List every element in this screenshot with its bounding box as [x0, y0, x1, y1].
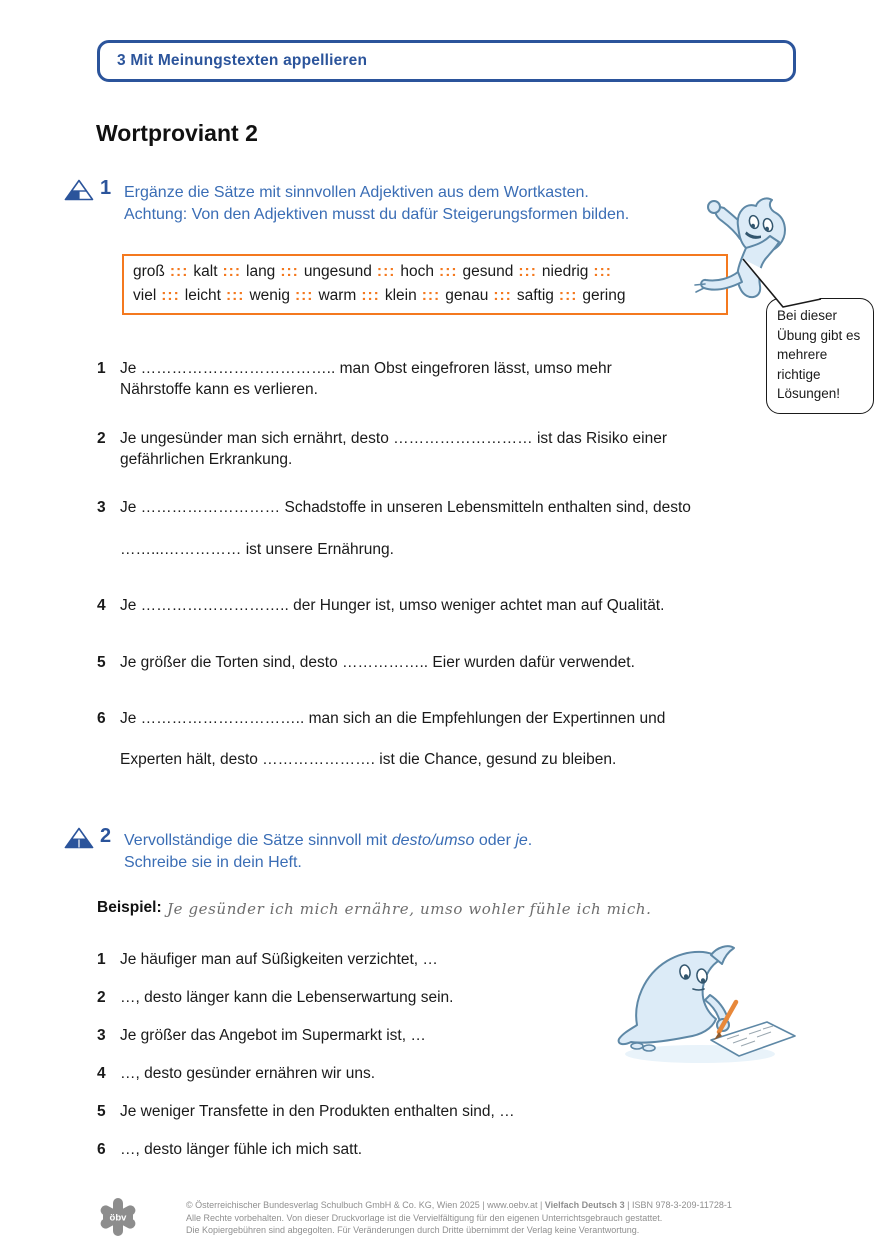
item-number: 4 [97, 597, 106, 614]
word: kalt [193, 263, 218, 280]
item-text: Experten hält, desto …………………. ist die Chance, gesund zu bleiben. [120, 751, 617, 768]
footer-imprint [186, 1199, 732, 1237]
ex1-item-3-line-2 [120, 541, 394, 559]
word: genau [445, 287, 489, 304]
ex2-item-5 [97, 1103, 515, 1121]
exercise-1-instruction [124, 182, 629, 226]
ex1-item-2-line-2 [120, 451, 292, 469]
word-separator: ::: [361, 287, 380, 304]
pyramid-level-icon [64, 827, 94, 849]
item-text: …, desto gesünder ernähren wir uns. [120, 1065, 376, 1082]
speech-bubble: Bei dieser Übung gibt es mehrere richtige Lösungen! [766, 298, 874, 414]
ex1-item-5 [97, 654, 635, 672]
item-text: Je häufiger man auf Süßigkeiten verzichtet, … [120, 951, 438, 968]
item-number: 5 [97, 654, 106, 671]
item-number: 1 [97, 360, 106, 377]
chapter-title: 3 Mit Meinungstexten appellieren [117, 52, 368, 69]
word: leicht [184, 287, 221, 304]
item-text: Je größer die Torten sind, desto …………….. Eier wurden dafür verwendet. [120, 654, 635, 671]
ex1-item-3 [97, 499, 691, 517]
item-text: Je weniger Transfette in den Produkten enthalten sind, … [120, 1103, 515, 1120]
word-box-row-2 [133, 284, 717, 308]
instruction-text: oder [474, 832, 516, 849]
word-separator: ::: [294, 287, 314, 304]
instruction-text: Vervollständige die Sätze sinnvoll mit [124, 832, 392, 849]
word: groß [133, 263, 165, 280]
item-number: 3 [97, 1027, 106, 1044]
item-text: Je ………………………….. man sich an die Empfehlungen der Expertinnen und [120, 710, 666, 727]
ex1-item-4 [97, 597, 664, 615]
item-number: 4 [97, 1065, 106, 1082]
pyramid-level-icon [64, 179, 94, 201]
item-text: Je ……………………… Schadstoffe in unseren Lebensmitteln enthalten sind, desto [120, 499, 691, 516]
ex1-item-1-line-2 [120, 381, 318, 399]
word-separator: ::: [421, 287, 441, 304]
item-text: …, desto länger fühle ich mich satt. [120, 1141, 363, 1158]
item-text: ……...…………… ist unsere Ernährung. [120, 541, 394, 558]
ex2-item-2 [97, 989, 453, 1007]
ex1-item-2 [97, 430, 667, 448]
beispiel-label: Beispiel: [97, 899, 162, 916]
ex2-item-3 [97, 1027, 426, 1045]
item-text: Je größer das Angebot im Supermarkt ist, … [120, 1027, 426, 1044]
word-separator: ::: [169, 263, 189, 280]
word-separator: ::: [493, 287, 512, 304]
instruction-italic: desto/umso [391, 832, 475, 849]
page-title: Wortproviant 2 [96, 120, 258, 146]
beispiel-handwritten-text: Je gesünder ich mich ernähre, umso wohler fühle ich mich. [167, 900, 652, 918]
instruction-text: . [527, 832, 533, 849]
exercise-1-instruction-line-1: Ergänze die Sätze mit sinnvollen Adjektiven aus dem Wortkasten. [124, 184, 589, 201]
item-text: Je ……………………………….. man Obst eingefroren lässt, umso mehr [120, 360, 612, 377]
word: ungesund [303, 263, 372, 280]
word: wenig [249, 287, 290, 304]
word-separator: ::: [558, 287, 578, 304]
word: niedrig [541, 263, 589, 280]
word: viel [133, 287, 157, 304]
exercise-2-instruction-line-1 [124, 830, 532, 852]
exercise-1-number: 1 [100, 177, 112, 199]
item-text: Nährstoffe kann es verlieren. [120, 381, 318, 398]
item-text: gefährlichen Erkrankung. [120, 451, 293, 468]
mascot-writing [615, 942, 800, 1072]
item-text: Je ungesünder man sich ernährt, desto ……………………… ist das Risiko einer [120, 430, 668, 447]
ex1-item-6-line-2 [120, 751, 616, 769]
word: klein [384, 287, 417, 304]
oebv-logo [98, 1196, 138, 1238]
word: hoch [400, 263, 435, 280]
item-number: 5 [97, 1103, 106, 1120]
word: warm [318, 287, 357, 304]
word-separator: ::: [280, 263, 299, 280]
word-box-row-1 [133, 260, 717, 284]
speech-bubble-tail [737, 255, 829, 309]
item-number: 1 [97, 951, 106, 968]
oebv-logo-text: öbv [109, 1212, 127, 1224]
exercise-1-instruction-line-2: Achtung: Von den Adjektiven musst du dafür Steigerungsformen bilden. [124, 206, 630, 223]
word-separator: ::: [161, 287, 180, 304]
word: saftig [516, 287, 554, 304]
word-separator: ::: [376, 263, 396, 280]
ex2-item-4 [97, 1065, 375, 1083]
exercise-2-instruction-line-2: Schreibe sie in dein Heft. [124, 854, 302, 871]
ex1-item-1 [97, 360, 612, 378]
word-separator: ::: [593, 263, 612, 280]
instruction-italic: je [515, 832, 528, 849]
footer-text-segment: © Österreichischer Bundesverlag Schulbuch GmbH & Co. KG, Wien 2025 | www.oebv.at | [186, 1200, 545, 1210]
ex2-item-6 [97, 1141, 362, 1159]
footer-line-2: Alle Rechte vorbehalten. Von dieser Druckvorlage ist die Vervielfältigung für den eigenen Unterrichtsgebrauch gestattet. [186, 1212, 663, 1223]
footer-isbn: | ISBN 978-3-209-11728-1 [624, 1200, 732, 1210]
word-separator: ::: [439, 263, 458, 280]
item-text: Je ……………………….. der Hunger ist, umso weniger achtet man auf Qualität. [120, 597, 665, 614]
word-separator: ::: [222, 263, 241, 280]
word: lang [246, 263, 276, 280]
footer-book-title: Vielfach Deutsch 3 [544, 1200, 625, 1210]
item-number: 2 [97, 989, 106, 1006]
ex1-item-6 [97, 710, 665, 728]
word-separator: ::: [225, 287, 245, 304]
word: gesund [462, 263, 514, 280]
footer-line-3: Die Kopiergebühren sind abgegolten. Für Veränderungen durch Dritte übernimmt der Verlag keine Verantwortung. [186, 1225, 640, 1235]
item-number: 6 [97, 710, 106, 727]
footer-line-1 [186, 1199, 732, 1212]
exercise-2-instruction [124, 830, 532, 874]
word-box [122, 254, 728, 315]
ex2-item-1 [97, 951, 438, 969]
item-text: …, desto länger kann die Lebenserwartung sein. [120, 989, 454, 1006]
item-number: 3 [97, 499, 106, 516]
chapter-header-box [97, 40, 796, 82]
word-separator: ::: [518, 263, 537, 280]
item-number: 6 [97, 1141, 106, 1158]
word: gering [582, 287, 626, 304]
item-number: 2 [97, 430, 106, 447]
exercise-2-number: 2 [100, 825, 112, 847]
